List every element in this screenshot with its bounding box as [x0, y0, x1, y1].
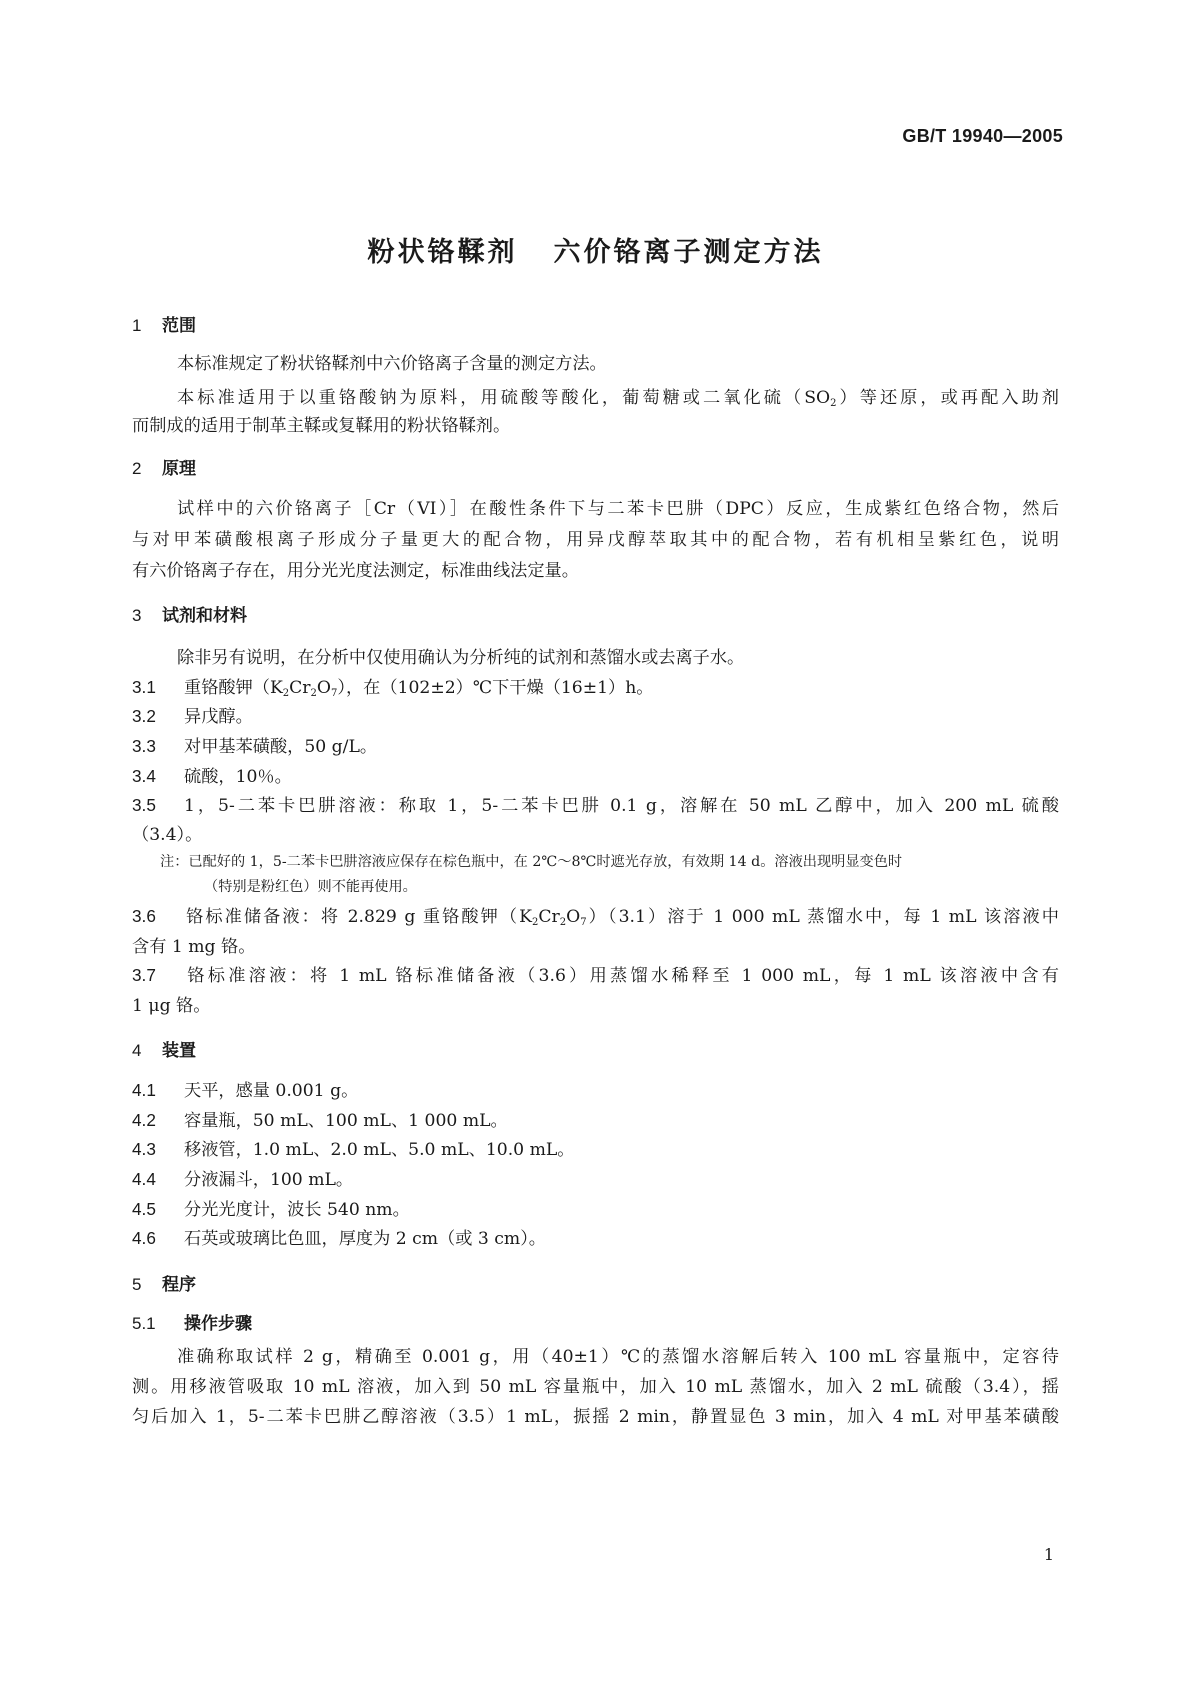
subscript: 2 — [282, 688, 290, 699]
text: 异戊醇。 — [184, 707, 253, 727]
text: Cr — [289, 678, 311, 698]
item-4-2 — [132, 1106, 508, 1131]
s1-paragraph-2-line-1 — [177, 383, 1059, 408]
s1-paragraph-1: 本标准规定了粉状铬鞣剂中六价铬离子含量的测定方法。 — [177, 354, 607, 374]
text: 本标准适用于以重铬酸钠为原料，用硫酸等酸化，葡萄糖或二氧化硫（SO — [177, 388, 831, 408]
item-4-5 — [132, 1195, 410, 1220]
note-line-2: （特别是粉红色）则不能再使用。 — [204, 879, 417, 895]
item-4-4 — [132, 1165, 353, 1190]
section-title: 程序 — [162, 1275, 196, 1295]
item-number: 4.3 — [132, 1139, 156, 1159]
subscript: 2 — [532, 917, 539, 928]
text: 1，5-二苯卡巴肼溶液：称取 1，5-二苯卡巴肼 0.1 g，溶解在 50 mL 乙醇中，加入 200 mL 硫酸 — [184, 796, 1059, 816]
section-number: 3 — [132, 606, 142, 625]
item-3-6-cont: 含有 1 mg 铬。 — [132, 937, 256, 957]
text: ）（3.1）溶于 1 000 mL 蒸馏水中，每 1 mL 该溶液中 — [586, 907, 1059, 927]
item-number: 4.4 — [132, 1169, 156, 1189]
text: 石英或玻璃比色皿，厚度为 2 cm（或 3 cm）。 — [184, 1229, 546, 1249]
section-number: 5 — [132, 1275, 142, 1294]
item-4-1 — [132, 1076, 358, 1101]
subscript: 7 — [580, 917, 587, 928]
item-number: 4.1 — [132, 1080, 156, 1100]
item-number: 3.4 — [132, 766, 156, 786]
standard-number: GB/T 19940—2005 — [902, 126, 1063, 146]
s3-intro: 除非另有说明，在分析中仅使用确认为分析纯的试剂和蒸馏水或去离子水。 — [177, 648, 745, 668]
section-4-heading — [132, 1036, 196, 1061]
text: 分液漏斗，100 mL。 — [184, 1170, 354, 1190]
section-3-heading — [132, 601, 247, 626]
text: 重铬酸钾（K — [184, 678, 283, 698]
subsection-5-1-heading — [132, 1309, 252, 1334]
item-number: 3.3 — [132, 736, 156, 756]
s5-line-1: 准确称取试样 2 g，精确至 0.001 g，用（40±1）℃的蒸馏水溶解后转入 100 mL 容量瓶中，定容待 — [177, 1347, 1059, 1367]
item-number: 3.6 — [132, 906, 156, 926]
text: 移液管，1.0 mL、2.0 mL、5.0 mL、10.0 mL。 — [184, 1140, 575, 1160]
item-4-3 — [132, 1135, 574, 1160]
item-3-3 — [132, 732, 377, 757]
item-4-6 — [132, 1224, 546, 1249]
text: 铬标准溶液：将 1 mL 铬标准储备液（3.6）用蒸馏水稀释至 1 000 mL，每 1 mL 该溶液中含有 — [184, 966, 1059, 986]
s2-line-3: 有六价铬离子存在，用分光光度法测定，标准曲线法定量。 — [132, 561, 579, 581]
item-number: 4.2 — [132, 1110, 156, 1130]
s5-line-3: 匀后加入 1，5-二苯卡巴肼乙醇溶液（3.5）1 mL，振摇 2 min，静置显色 3 min，加入 4 mL 对甲基苯磺酸 — [132, 1407, 1059, 1427]
section-1-heading — [132, 311, 196, 336]
item-3-7 — [132, 961, 1059, 986]
item-3-4 — [132, 762, 292, 787]
text: 对甲基苯磺酸，50 g/L。 — [184, 737, 378, 757]
text: 分光光度计，波长 540 nm。 — [184, 1200, 410, 1220]
section-5-heading — [132, 1270, 196, 1295]
s1-paragraph-2-line-2: 而制成的适用于制革主鞣或复鞣用的粉状铬鞣剂。 — [132, 416, 511, 436]
section-title: 试剂和材料 — [162, 606, 247, 626]
note-line-1: 注：已配好的 1，5-二苯卡巴肼溶液应保存在棕色瓶中，在 2℃～8℃时遮光存放，有效期 14 d。溶液出现明显变色时 — [160, 854, 903, 870]
item-3-7-cont: 1 μg 铬。 — [132, 996, 211, 1016]
s5-line-2: 测。用移液管吸取 10 mL 溶液，加入到 50 mL 容量瓶中，加入 10 mL 蒸馏水，加入 2 mL 硫酸（3.4），摇 — [132, 1377, 1059, 1397]
subsection-title: 操作步骤 — [184, 1314, 252, 1334]
text: O — [566, 907, 581, 927]
item-number: 4.5 — [132, 1199, 156, 1219]
text: 铬标准储备液：将 2.829 g 重铬酸钾（K — [184, 907, 532, 927]
section-title: 范围 — [162, 316, 196, 336]
section-number: 2 — [132, 459, 142, 478]
item-3-6 — [132, 902, 1059, 927]
s2-line-2: 与对甲苯磺酸根离子形成分子量更大的配合物，用异戊醇萃取其中的配合物，若有机相呈紫红色，说明 — [132, 530, 1059, 550]
item-number: 3.2 — [132, 706, 156, 726]
item-number: 3.5 — [132, 795, 156, 815]
text: ），在（102±2）℃下干燥（16±1）h。 — [337, 678, 654, 698]
subsection-number: 5.1 — [132, 1314, 156, 1333]
s2-line-1: 试样中的六价铬离子［Cr（VI）］在酸性条件下与二苯卡巴肼（DPC）反应，生成紫红色络合物，然后 — [177, 499, 1059, 519]
text: 天平，感量 0.001 g。 — [184, 1081, 359, 1101]
text: 硫酸，10％。 — [184, 767, 292, 787]
title-part-1: 粉状铬鞣剂 — [367, 237, 518, 268]
page-number: 1 — [1043, 1545, 1054, 1564]
subscript: 2 — [310, 688, 317, 699]
item-number: 3.1 — [132, 677, 156, 697]
section-number: 1 — [132, 316, 142, 335]
text: O — [316, 678, 331, 698]
item-number: 3.7 — [132, 965, 156, 985]
item-3-1 — [132, 673, 653, 698]
title-part-2: 六价铬离子测定方法 — [553, 237, 824, 268]
item-number: 4.6 — [132, 1228, 156, 1248]
item-3-2 — [132, 702, 253, 727]
subscript: 7 — [331, 688, 338, 699]
item-3-5 — [132, 791, 1059, 816]
subscript: 2 — [559, 917, 567, 928]
document-title — [0, 230, 1191, 269]
text: ）等还原，或再配入助剂 — [836, 388, 1059, 408]
section-number: 4 — [132, 1041, 142, 1060]
section-2-heading — [132, 454, 196, 479]
item-3-5-cont: （3.4）。 — [132, 825, 203, 845]
section-title: 原理 — [162, 459, 196, 479]
section-title: 装置 — [162, 1041, 196, 1061]
subscript: 2 — [830, 398, 837, 409]
text: Cr — [538, 907, 560, 927]
text: 容量瓶，50 mL、100 mL、1 000 mL。 — [184, 1111, 508, 1131]
